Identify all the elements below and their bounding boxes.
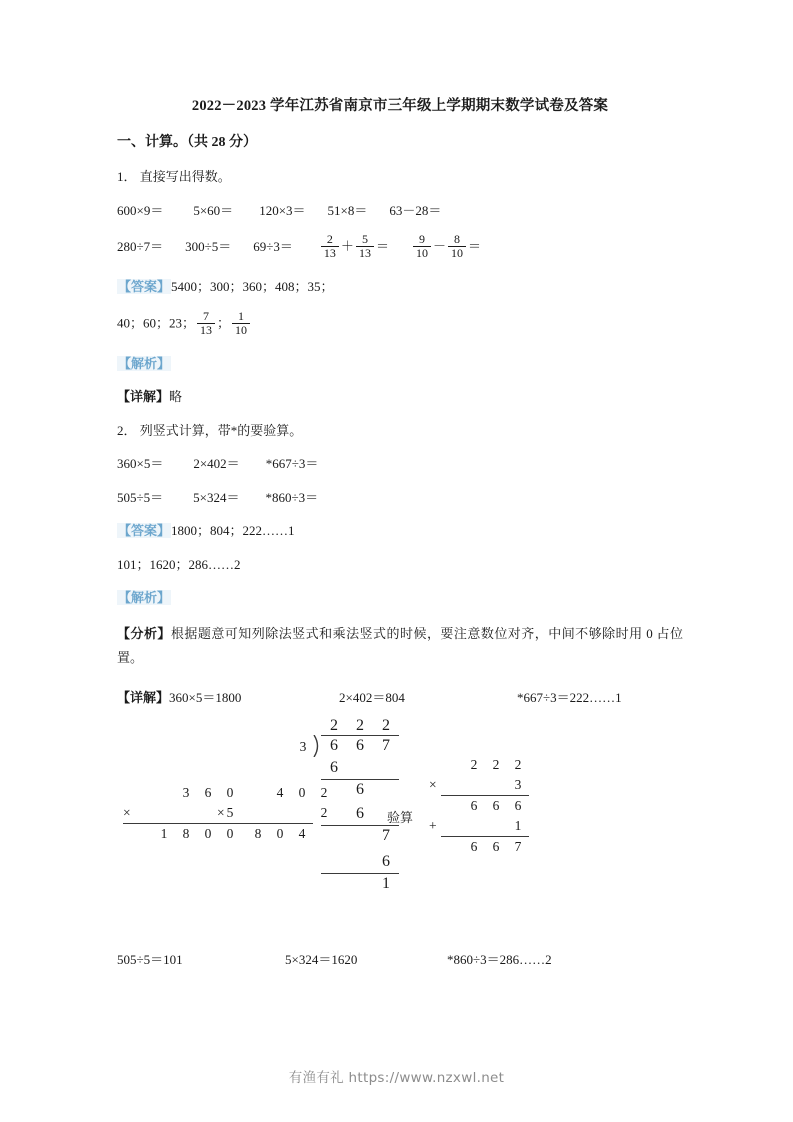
digit: 0 — [204, 825, 212, 841]
rule-line — [321, 873, 399, 874]
verification-label: 验算 — [387, 809, 414, 825]
analysis-tag: 【解析】 — [118, 355, 171, 371]
question-1-analysis-tag-row — [117, 354, 683, 374]
analysis-head-tag: 【分析】 — [117, 625, 171, 641]
division-step-5 — [321, 853, 399, 871]
question-2-answer-line-1 — [117, 521, 683, 541]
digit: 6 — [470, 838, 478, 854]
q2-bottom-expr-2: 5×324＝1620 — [285, 951, 358, 967]
document-content — [117, 96, 683, 969]
q1-expr-8: 69÷3＝ — [253, 238, 293, 254]
product-row — [429, 796, 529, 816]
question-2-analysis-tag-row — [117, 588, 683, 608]
question-2-prompt — [117, 421, 683, 441]
q2-expr-2: 2×402＝ — [193, 456, 240, 472]
question-1-answer-line-2 — [117, 308, 683, 338]
digit: 7 — [382, 736, 390, 754]
rule-line — [321, 779, 399, 780]
digit: 6 — [204, 784, 212, 800]
digit: 0 — [298, 784, 306, 800]
question-1-text: 直接写出得数。 — [139, 169, 231, 185]
digit: 6 — [382, 852, 390, 870]
question-2-text: 列竖式计算，带*的要验算。 — [139, 422, 303, 438]
question-2-line-2 — [117, 488, 683, 508]
plus-sign-icon: + — [429, 817, 437, 833]
equals-sign: ＝ — [375, 238, 389, 254]
digit: 5 — [226, 804, 234, 820]
detail-tag: 【详解】 — [117, 389, 170, 405]
q2-expr-4: 505÷5＝ — [117, 489, 164, 505]
digit: 0 — [276, 825, 284, 841]
footer-watermark: 有渔有礼 https://www.nzxwl.net — [288, 1070, 505, 1086]
question-2-answer-line-2 — [117, 555, 683, 575]
fraction-operator: － — [432, 238, 446, 254]
q1-fraction-expr-1 — [319, 234, 389, 261]
q2-detail-col-1 — [117, 687, 241, 706]
q1-expr-6: 280÷7＝ — [117, 238, 164, 254]
digit: 1 — [160, 825, 168, 841]
digit: 6 — [514, 797, 522, 813]
answer-tag: 【答案】 — [118, 523, 171, 539]
q1-expr-2: 5×60＝ — [193, 202, 234, 218]
q1-answer-values-1: 5400；300；360；408；35； — [171, 279, 334, 295]
fraction: $\frac{9}{10}$ — [413, 233, 431, 260]
multiplier-row — [429, 775, 529, 795]
q1-expr-3: 120×3＝ — [259, 202, 306, 218]
digit: 6 — [492, 838, 500, 854]
digit: 2 — [356, 716, 364, 734]
question-2-line-1 — [117, 454, 683, 474]
digit: 2 — [382, 716, 390, 734]
question-2-bottom-row — [117, 949, 683, 969]
question-1-detail-row — [117, 387, 683, 407]
digit: 0 — [226, 784, 234, 800]
digit: 1 — [514, 817, 522, 833]
digit: 1 — [382, 874, 390, 892]
q2-expr-1: 360×5＝ — [117, 456, 164, 472]
multiply-sign-icon: × — [123, 804, 131, 820]
analysis-tag: 【解析】 — [118, 590, 171, 606]
fraction: $\frac{8}{10}$ — [448, 233, 466, 260]
q2-bottom-expr-1: 505÷5＝101 — [117, 951, 183, 967]
vertical-computation-area — [117, 713, 683, 945]
q2-expr-3: *667÷3＝ — [265, 456, 319, 472]
fraction-separator: ； — [217, 315, 231, 331]
q2-expr-5: 5×324＝ — [193, 489, 240, 505]
division-vinculum — [321, 735, 399, 736]
division-remainder-row — [321, 875, 399, 893]
q2-analysis-text: 根据题意可知列除法竖式和乘法竖式的时候，要注意数位对齐，中间不够除时用 0 占位置。 — [117, 625, 683, 666]
operand-row — [429, 755, 529, 775]
digit: 2 — [320, 784, 328, 800]
digit: 6 — [470, 797, 478, 813]
fraction-operator: ＋ — [340, 238, 354, 254]
verification-computation — [429, 755, 529, 857]
q1-expr-1: 600×9＝ — [117, 202, 164, 218]
addend-row — [429, 816, 529, 836]
detail-tag: 【详解】 — [117, 689, 170, 705]
digit: 6 — [492, 797, 500, 813]
division-step-2 — [321, 781, 399, 799]
answer-tag: 【答案】 — [118, 279, 171, 295]
divisor: 3 — [299, 738, 307, 754]
digit: 4 — [298, 825, 306, 841]
question-1-answer-line-1 — [117, 277, 683, 297]
division-step-4 — [321, 827, 399, 845]
digit: 0 — [226, 825, 234, 841]
digit: 2 — [492, 756, 500, 772]
question-1-number: 1． — [117, 169, 137, 185]
q2-detail-expr-2: 2×402＝804 — [339, 689, 405, 705]
question-1-prompt — [117, 167, 683, 187]
q1-expr-7: 300÷5＝ — [185, 238, 232, 254]
question-1-line-2 — [117, 234, 683, 261]
digit: 6 — [356, 736, 364, 754]
q1-detail-text: 略 — [169, 389, 183, 405]
question-2-number: 2． — [117, 422, 137, 438]
q2-answer-values-1: 1800；804；222……1 — [171, 523, 295, 539]
section-heading: 一、计算。（共 28 分） — [117, 135, 257, 151]
multiply-sign-icon: × — [217, 804, 225, 820]
question-2-analysis — [117, 622, 683, 671]
q2-expr-6: *860÷3＝ — [265, 489, 319, 505]
answer-fraction-1: $\frac{7}{13}$ — [197, 310, 215, 337]
digit: 6 — [330, 736, 338, 754]
division-step-1 — [321, 759, 399, 777]
digit: 7 — [382, 826, 390, 844]
page-title: 2022－2023 学年江苏省南京市三年级上学期期末数学试卷及答案 — [191, 98, 609, 114]
q2-detail-expr-3: *667÷3＝222……1 — [517, 689, 622, 705]
question-2-detail-row — [117, 687, 683, 707]
q2-answer-values-2: 101；1620；286……2 — [117, 556, 241, 572]
answer-fraction-2: $\frac{1}{10}$ — [232, 310, 250, 337]
q1-expr-4: 51×8＝ — [327, 202, 368, 218]
digit: 6 — [356, 780, 364, 798]
digit: 7 — [514, 838, 522, 854]
dividend-row — [321, 737, 399, 755]
sum-row — [429, 837, 529, 857]
digit: 6 — [356, 804, 364, 822]
digit: 2 — [330, 716, 338, 734]
q1-fraction-expr-2 — [411, 234, 481, 261]
q1-answer-values-2: 40；60；23； — [117, 315, 196, 331]
q1-expr-5: 63－28＝ — [389, 202, 442, 218]
digit: 4 — [276, 784, 284, 800]
multiply-sign-icon: × — [429, 776, 437, 792]
digit: 2 — [320, 804, 328, 820]
digit: 6 — [330, 758, 338, 776]
question-1-line-1 — [117, 201, 683, 221]
fraction: $\frac{5}{13}$ — [356, 233, 374, 260]
q2-bottom-expr-3: *860÷3＝286……2 — [447, 951, 552, 967]
digit: 3 — [514, 776, 522, 792]
digit: 8 — [182, 825, 190, 841]
digit: 8 — [254, 825, 262, 841]
equals-sign: ＝ — [467, 238, 481, 254]
digit: 2 — [514, 756, 522, 772]
fraction: $\frac{2}{13}$ — [321, 233, 339, 260]
quotient-row — [321, 717, 399, 735]
q2-detail-expr-1: 360×5＝1800 — [169, 689, 242, 705]
digit: 3 — [182, 784, 190, 800]
digit: 2 — [470, 756, 478, 772]
